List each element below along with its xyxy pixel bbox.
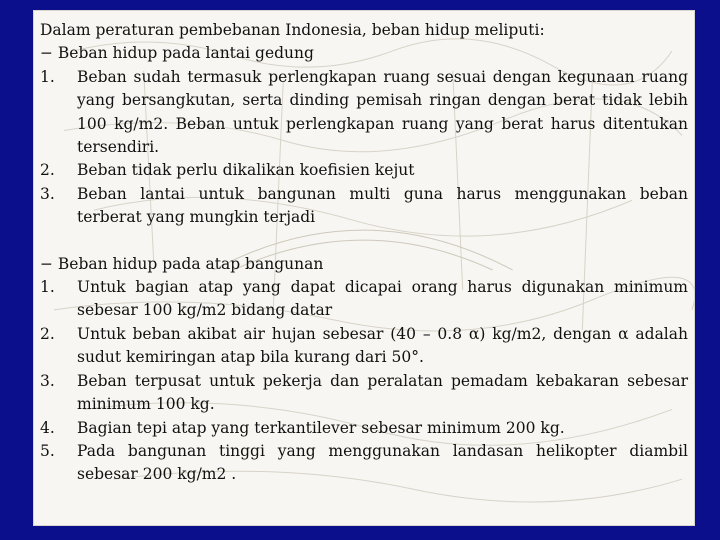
list-item [40, 440, 688, 487]
item-text: Beban lantai untuk bangunan multi guna harus menggunakan beban terberat yang mungkin terjadi [77, 184, 688, 227]
section-heading-roof: − Beban hidup pada atap bangunan [40, 254, 324, 273]
item-text: Untuk bagian atap yang dapat dicapai orang harus digunakan minimum sebesar 100 kg/m2 bidang datar [77, 278, 688, 320]
intro-text: Dalam peraturan pembebanan Indonesia, beban hidup meliputi: [40, 21, 545, 39]
floor-load-list [40, 66, 688, 230]
slide-text [40, 19, 688, 487]
list-item [40, 66, 688, 160]
section-heading-floor: − Beban hidup pada lantai gedung [40, 44, 314, 63]
item-number: 5. [40, 441, 55, 460]
section-gap [40, 230, 688, 253]
item-number: 3. [40, 184, 55, 203]
item-number: 3. [40, 371, 55, 390]
roof-load-list [40, 276, 688, 487]
item-text: Beban sudah termasuk perlengkapan ruang sesuai dengan kegunaan ruang yang bersangkutan, serta dinding pemisah ringan dengan berat tidak lebih 100 kg/m2. Beban untuk perlengkapan ruang yang berat harus ditentukan tersendiri. [77, 67, 688, 157]
item-text: Untuk beban akibat air hujan sebesar (40 – 0.8 α) kg/m2, dengan α adalah sudut kemiringan atap bila kurang dari 50°. [77, 324, 688, 367]
item-text: Bagian tepi atap yang terkantilever sebesar minimum 200 kg. [77, 418, 565, 437]
item-number: 1. [40, 278, 55, 297]
list-item [40, 183, 688, 230]
list-item [40, 159, 688, 182]
item-number: 2. [40, 161, 55, 180]
item-number: 2. [40, 324, 55, 343]
item-text: Pada bangunan tinggi yang menggunakan landasan helikopter diambil sebesar 200 kg/m2 . [77, 441, 688, 484]
item-number: 4. [40, 418, 55, 437]
item-text: Beban tidak perlu dikalikan koefisien kejut [77, 161, 415, 180]
item-text: Beban terpusat untuk pekerja dan peralatan pemadam kebakaran sebesar minimum 100 kg. [77, 371, 688, 414]
list-item [40, 323, 688, 370]
item-number: 1. [40, 67, 55, 86]
slide-panel [33, 10, 695, 526]
list-item [40, 370, 688, 417]
list-item [40, 417, 688, 440]
list-item [40, 276, 688, 323]
